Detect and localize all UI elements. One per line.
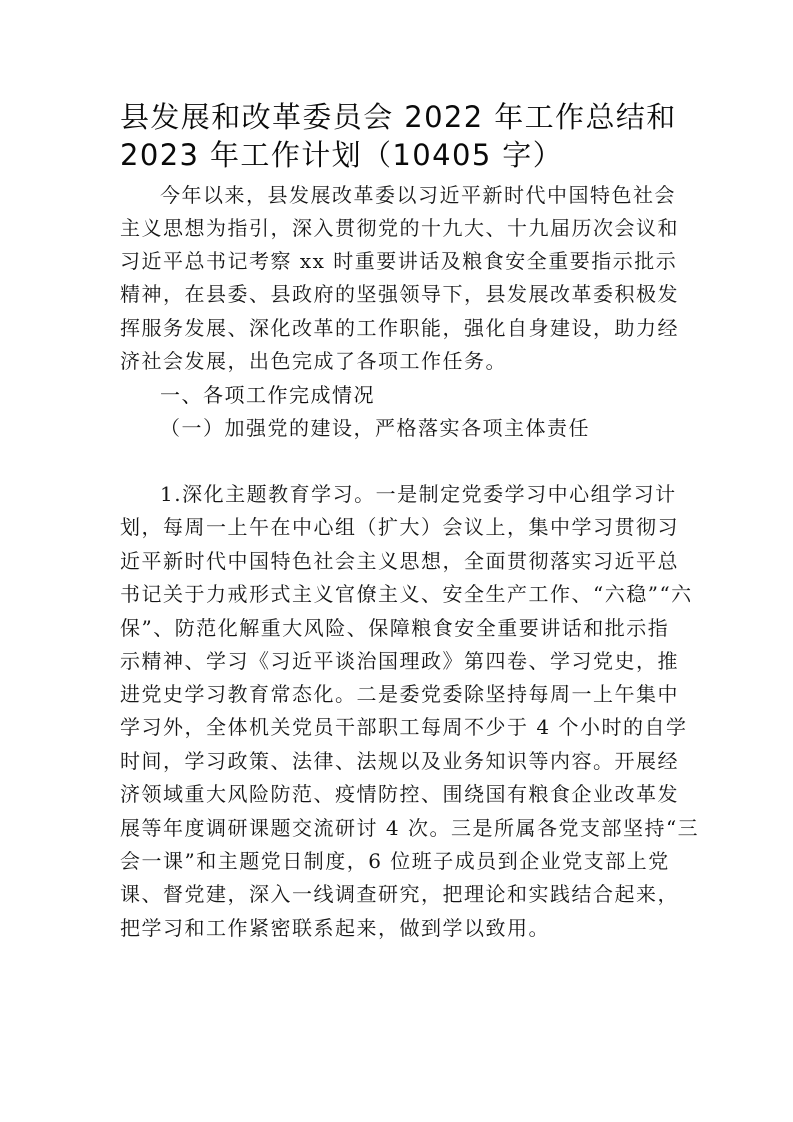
document-title-line-1: 县发展和改革委员会 2022 年工作总结和 bbox=[120, 100, 677, 134]
intro-paragraph-line: 今年以来，县发展改革委以习近平新时代中国特色社会 bbox=[160, 183, 676, 207]
intro-paragraph-line: 习近平总书记考察 xx 时重要讲话及粮食安全重要指示批示 bbox=[120, 249, 678, 273]
intro-paragraph-line: 挥服务发展、深化改革的工作职能，强化自身建设，助力经 bbox=[120, 316, 679, 340]
item-paragraph-line: 1.深化主题教育学习。一是制定党委学习中心组学习计 bbox=[160, 482, 677, 506]
item-paragraph-line: 济领域重大风险防范、疫情防控、围绕国有粮食企业改革发 bbox=[120, 782, 679, 806]
item-paragraph-line: 示精神、学习《习近平谈治国理政》第四卷、学习党史，推 bbox=[120, 649, 679, 673]
item-paragraph-line: 书记关于力戒形式主义官僚主义、安全生产工作、“六稳”“六 bbox=[120, 582, 693, 606]
item-paragraph-line: 时间，学习政策、法律、法规以及业务知识等内容。开展经 bbox=[120, 749, 679, 773]
section-heading: 一、各项工作完成情况 bbox=[160, 383, 375, 407]
item-paragraph-line: 会一课”和主题党日制度，6 位班子成员到企业党支部上党 bbox=[120, 849, 670, 873]
item-paragraph-line: 保”、防范化解重大风险、保障粮食安全重要讲话和批示指 bbox=[120, 616, 670, 640]
intro-paragraph-line: 主义思想为指引，深入贯彻党的十九大、十九届历次会议和 bbox=[120, 216, 679, 240]
subsection-heading: （一）加强党的建设，严格落实各项主体责任 bbox=[160, 416, 590, 440]
item-paragraph-line: 把学习和工作紧密联系起来，做到学以致用。 bbox=[120, 916, 550, 940]
item-paragraph-line: 学习外，全体机关党员干部职工每周不少于 4 个小时的自学 bbox=[120, 715, 688, 739]
item-paragraph-line: 划，每周一上午在中心组（扩大）会议上，集中学习贯彻习 bbox=[120, 515, 679, 539]
document-title-line-2: 2023 年工作计划（10405 字） bbox=[120, 138, 564, 172]
item-paragraph-line: 课、督党建，深入一线调查研究，把理论和实践结合起来， bbox=[120, 882, 679, 906]
item-paragraph-line: 进党史学习教育常态化。二是委党委除坚持每周一上午集中 bbox=[120, 682, 679, 706]
intro-paragraph-line: 济社会发展，出色完成了各项工作任务。 bbox=[120, 349, 507, 373]
item-paragraph-line: 展等年度调研课题交流研讨 4 次。三是所属各党支部坚持“三 bbox=[120, 816, 700, 840]
item-paragraph-line: 近平新时代中国特色社会主义思想，全面贯彻落实习近平总 bbox=[120, 549, 679, 573]
intro-paragraph-line: 精神，在县委、县政府的坚强领导下，县发展改革委积极发 bbox=[120, 282, 679, 306]
